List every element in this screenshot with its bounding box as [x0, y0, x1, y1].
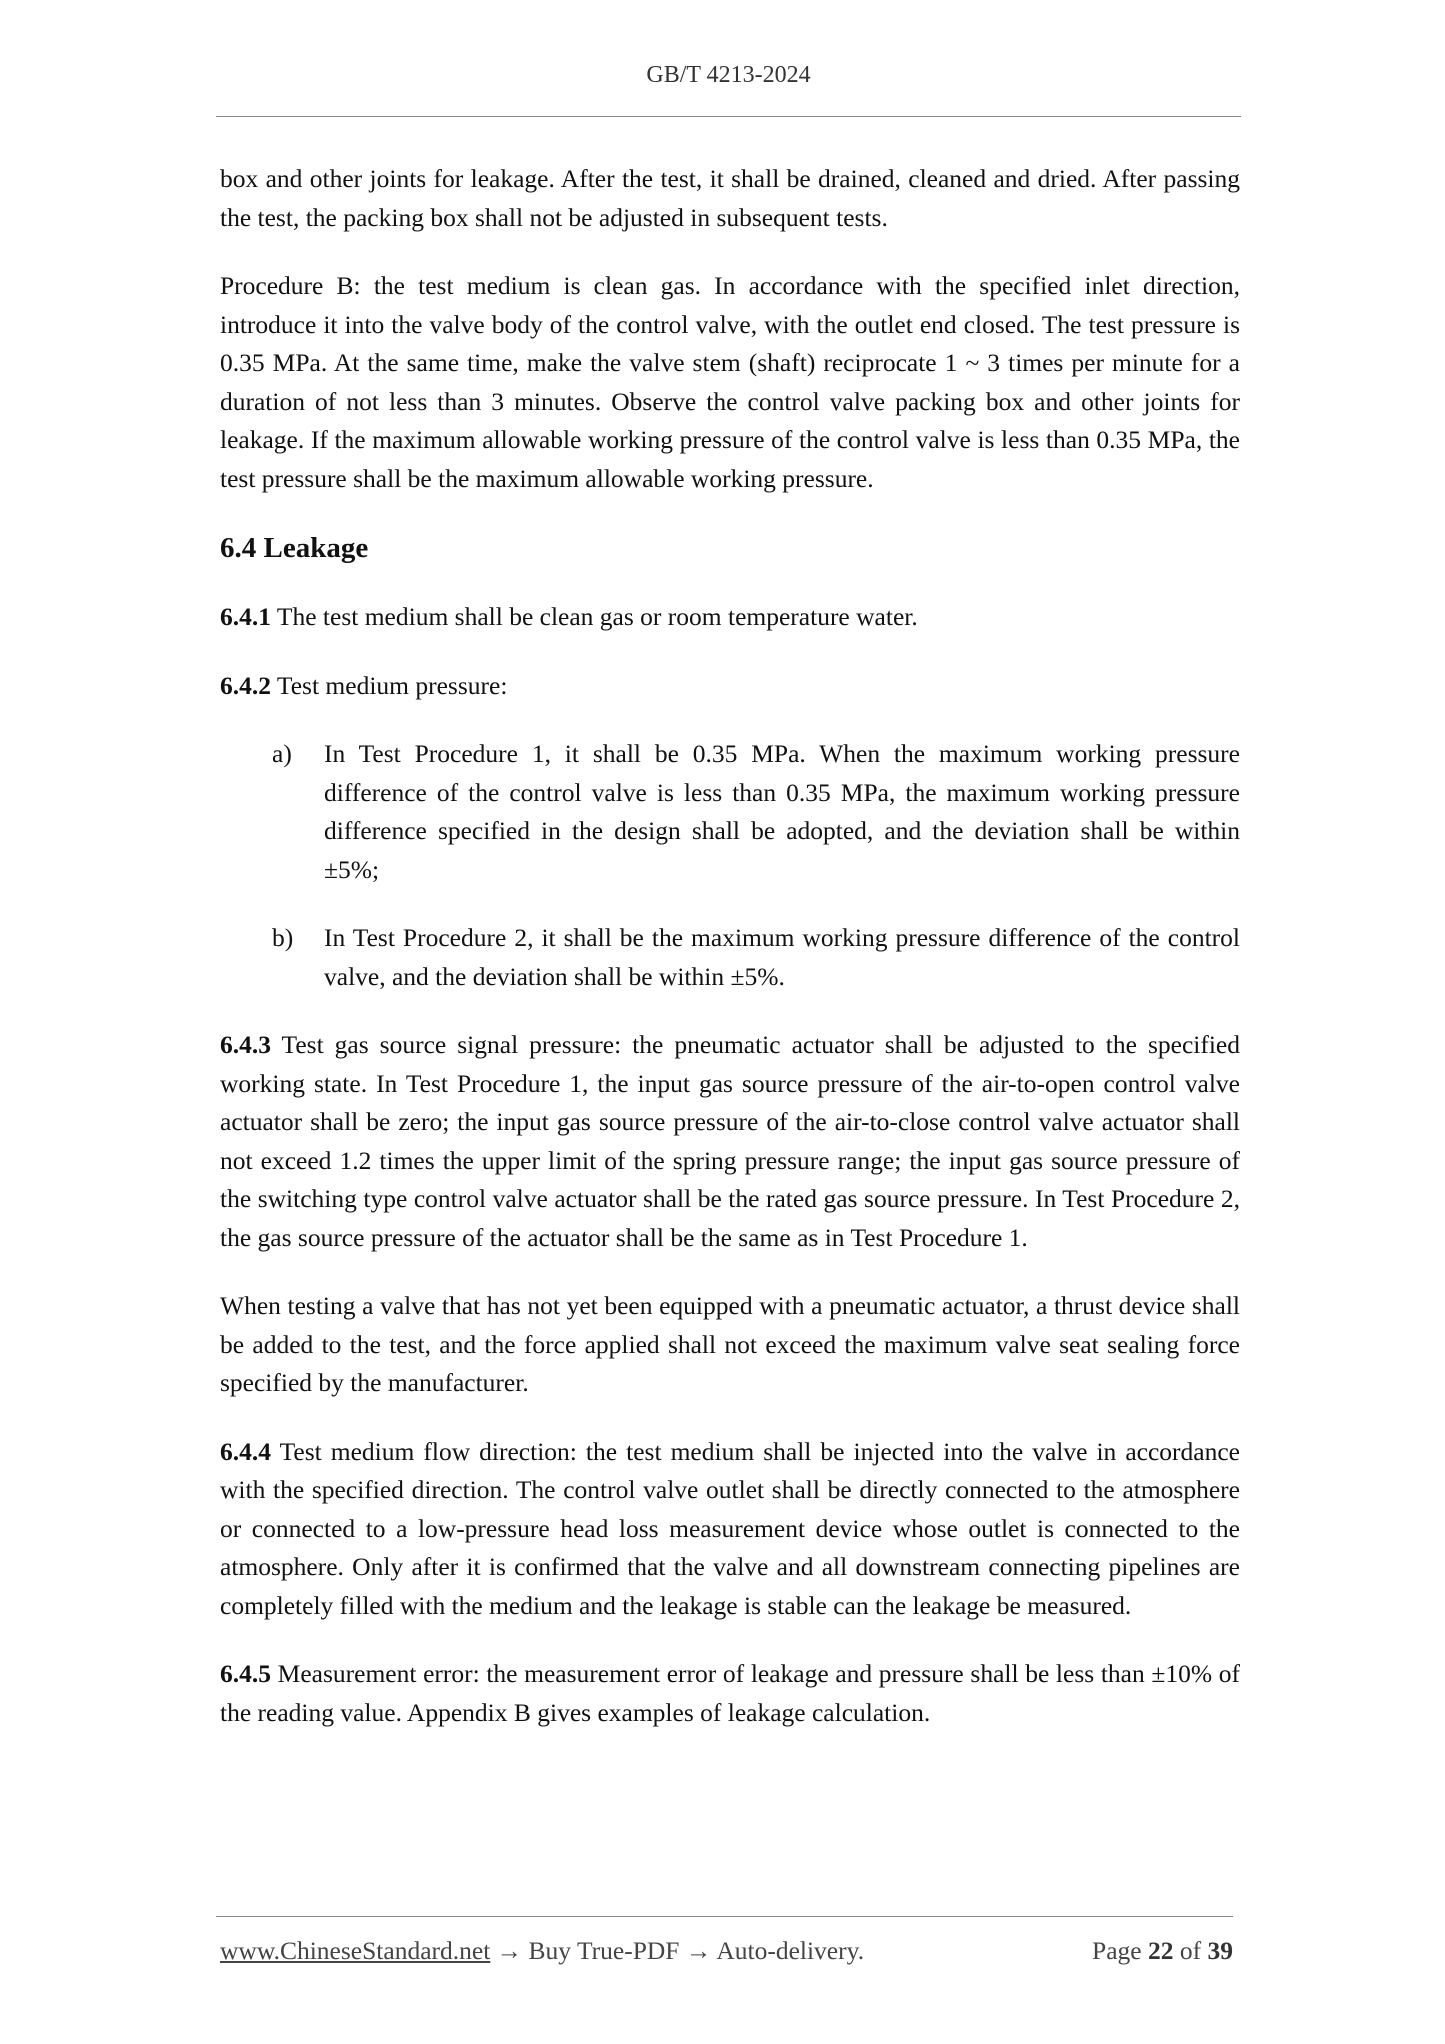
page-body: [220, 160, 1240, 1762]
paragraph-thrust-device: When testing a valve that has not yet been equipped with a pneumatic actuator, a thrust device shall be added to the test, and the force applied shall not exceed the maximum valve seat sealing force specified by the manufacturer.: [220, 1291, 1240, 1397]
clause-text: The test medium shall be clean gas or room temperature water.: [271, 602, 918, 631]
footer-promo: [220, 1936, 864, 1966]
clause-text: Measurement error: the measurement error of leakage and pressure shall be less than ±10% of the reading value. Appendix B gives examples of leakage calculation.: [220, 1659, 1240, 1727]
clause-number: 6.4.4: [220, 1436, 271, 1466]
clause-number: 6.4.5: [220, 1659, 271, 1688]
clause-6-4-4: [220, 1433, 1240, 1626]
list-item-text: In Test Procedure 1, it shall be 0.35 MPa. When the maximum working pressure difference of the control valve is less than 0.35 MPa, the maximum working pressure difference specified in the design shall be adopted, and the deviation shall be within ±5%;: [324, 739, 1240, 884]
arrow-right-icon: →: [490, 1936, 529, 1965]
clause-6-4-5: [220, 1655, 1240, 1732]
buy-true-pdf-text: Buy True-PDF: [528, 1936, 680, 1965]
section-heading-leakage: 6.4 Leakage: [220, 532, 369, 564]
current-page-number: 22: [1148, 1936, 1174, 1965]
clause-6-4-3: [220, 1026, 1240, 1257]
list-marker: b): [272, 923, 294, 952]
total-page-count: 39: [1207, 1936, 1233, 1965]
of-label: of: [1179, 1936, 1202, 1965]
clause-text: Test medium pressure:: [271, 670, 508, 700]
list-marker: a): [272, 739, 292, 768]
clause-number: 6.4.2: [220, 670, 271, 700]
list-item-text: In Test Procedure 2, it shall be the maximum working pressure difference of the control valve, and the deviation shall be within ±5%.: [324, 923, 1240, 991]
arrow-right-icon: →: [679, 1936, 717, 1965]
website-link[interactable]: www.ChineseStandard.net: [220, 1936, 491, 1965]
paragraph-continuation: box and other joints for leakage. After the test, it shall be drained, cleaned and dried. After passing the test, the packing box shall not be adjusted in subsequent tests.: [220, 164, 1240, 232]
clause-number: 6.4.1: [220, 602, 271, 631]
list-item-a: [220, 735, 1240, 889]
list-item-b: [220, 919, 1240, 996]
clause-6-4-2: [220, 667, 1240, 706]
paragraph-procedure-b: Procedure B: the test medium is clean gas. In accordance with the specified inlet direction, introduce it into the valve body of the control valve, with the outlet end closed. The test pressure is 0.35 MPa. At the same time, make the valve stem (shaft) reciprocate 1 ~ 3 times per minute for a duration of not less than 3 minutes. Observe the control valve packing box and other joints for leakage. If the maximum allowable working pressure of the control valve is less than 0.35 MPa, the test pressure shall be the maximum allowable working pressure.: [220, 271, 1240, 493]
page-label: Page: [1092, 1936, 1142, 1965]
footer-divider: [216, 1916, 1233, 1917]
clause-number: 6.4.3: [220, 1030, 271, 1059]
clause-text: Test medium flow direction: the test medium shall be injected into the valve in accordance with the specified direction. The control valve outlet shall be directly connected to the atmosphere or connected to a low-pressure head loss measurement device whose outlet is connected to the atmosphere. Only after it is confirmed that the valve and all downstream connecting pipelines are completely filled with the medium and the leakage is stable can the leakage be measured.: [220, 1436, 1240, 1620]
header-divider: [216, 116, 1241, 117]
clause-6-4-1: [220, 598, 1240, 637]
document-id-header: GB/T 4213-2024: [646, 62, 811, 88]
auto-delivery-text: Auto-delivery.: [716, 1936, 865, 1965]
clause-text: Test gas source signal pressure: the pneumatic actuator shall be adjusted to the specified working state. In Test Procedure 1, the input gas source pressure of the air-to-open control valve actuator shall be zero; the input gas source pressure of the air-to-close control valve actuator shall not exceed 1.2 times the upper limit of the spring pressure range; the input gas source pressure of the switching type control valve actuator shall be the rated gas source pressure. In Test Procedure 2, the gas source pressure of the actuator shall be the same as in Test Procedure 1.: [220, 1030, 1240, 1252]
page-indicator: [1092, 1936, 1233, 1966]
